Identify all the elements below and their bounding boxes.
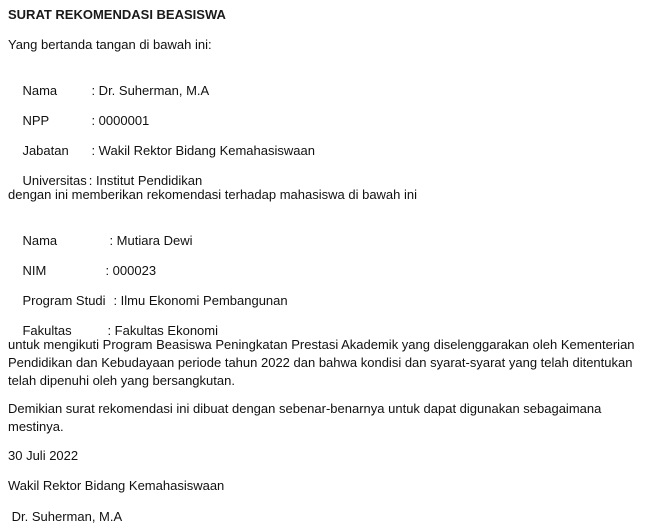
- field-value: : Mutiara Dewi: [109, 233, 193, 248]
- field-value: : Dr. Suherman, M.A: [91, 83, 210, 98]
- field-value: : 000023: [105, 263, 157, 278]
- letter-title: SURAT REKOMENDASI BEASISWA: [8, 7, 226, 22]
- signer-position: Wakil Rektor Bidang Kemahasiswaan: [8, 478, 225, 493]
- field-value: : Fakultas Ekonomi: [107, 323, 218, 338]
- letter-date: 30 Juli 2022: [8, 448, 79, 463]
- field-value: : Wakil Rektor Bidang Kemahasiswaan: [91, 143, 315, 158]
- field-label: Nama: [22, 83, 58, 98]
- field-label: NPP: [22, 113, 50, 128]
- field-label: Program Studi: [22, 293, 106, 308]
- body-paragraph: untuk mengikuti Program Beasiswa Peningkatan Prestasi Akademik yang diselenggarakan oleh Kementerian Pendidikan dan Kebudayaan periode tahun 2022 dan bahwa kondisi dan syarat-syarat yang telah ditentukan telah dipenuhi oleh yang bersangkutan.: [8, 337, 635, 388]
- middle-text: dengan ini memberikan rekomendasi terhadap mahasiswa di bawah ini: [8, 187, 418, 202]
- field-label: Universitas: [22, 173, 87, 188]
- field-label: NIM: [22, 263, 47, 278]
- intro-text: Yang bertanda tangan di bawah ini:: [8, 37, 212, 52]
- field-label: Jabatan: [22, 143, 69, 158]
- field-value: : 0000001: [91, 113, 150, 128]
- field-label: Fakultas: [22, 323, 72, 338]
- field-value: : Institut Pendidikan: [88, 173, 203, 188]
- field-label: Nama: [22, 233, 58, 248]
- closing-paragraph: Demikian surat rekomendasi ini dibuat dengan sebenar-benarnya untuk dapat digunakan sebagaimana mestinya.: [8, 401, 602, 434]
- signer-name: Dr. Suherman, M.A: [8, 509, 123, 524]
- field-value: : Ilmu Ekonomi Pembangunan: [113, 293, 288, 308]
